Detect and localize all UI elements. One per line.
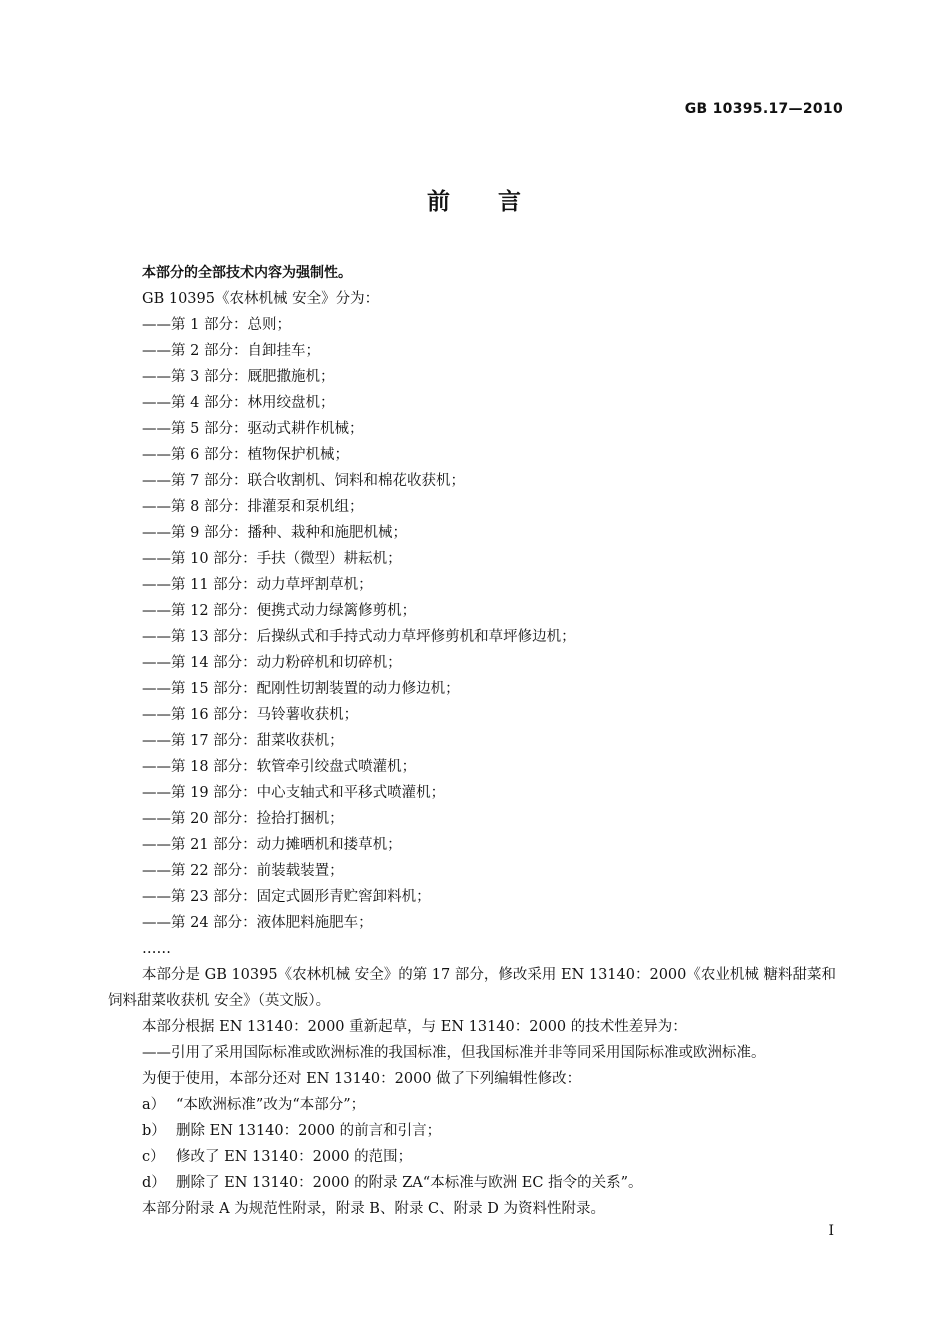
title-char-2: 言	[498, 189, 523, 215]
list-item: ——第 17 部分：甜菜收获机；	[142, 733, 344, 749]
editorial-intro: 为便于使用，本部分还对 EN 13140：2000 做了下列编辑性修改：	[142, 1071, 582, 1087]
redraft-paragraph: 本部分根据 EN 13140：2000 重新起草，与 EN 13140：2000 的技术性差异为：	[142, 1019, 687, 1035]
list-item: ——第 18 部分：软管牵引绞盘式喷灌机；	[142, 759, 417, 775]
list-item: ——第 4 部分：林用绞盘机；	[142, 395, 335, 411]
list-item: ——第 1 部分：总则；	[142, 317, 291, 333]
standard-code: GB 10395.17—2010	[684, 101, 843, 117]
difference-item: ——引用了采用国际标准或欧洲标准的我国标准，但我国标准并非等同采用国际标准或欧洲标准。	[142, 1045, 766, 1061]
list-item	[108, 1144, 848, 1170]
list-item: ——第 10 部分：手扶（微型）耕耘机；	[142, 551, 402, 567]
list-item: ——第 8 部分：排灌泵和泵机组；	[142, 499, 364, 515]
adoption-paragraph: 本部分是 GB 10395《农林机械 安全》的第 17 部分，修改采用 EN 13140：2000《农业机械 糖料甜菜和饲料甜菜收获机 安全》（英文版）。	[108, 967, 836, 1009]
list-item: ——第 3 部分：厩肥撒施机；	[142, 369, 335, 385]
page-title	[0, 183, 950, 216]
list-ellipsis: ……	[142, 941, 171, 957]
item-text: 删除了 EN 13140：2000 的附录 ZA“本标准与欧洲 EC 指令的关系”。	[176, 1175, 643, 1191]
parts-list	[108, 312, 848, 936]
annex-paragraph: 本部分附录 A 为规范性附录，附录 B、附录 C、附录 D 为资料性附录。	[142, 1201, 605, 1217]
item-text: 修改了 EN 13140：2000 的范围；	[176, 1149, 413, 1165]
list-item	[108, 1092, 848, 1118]
list-item: ——第 7 部分：联合收割机、饲料和棉花收获机；	[142, 473, 465, 489]
list-item: ——第 6 部分：植物保护机械；	[142, 447, 349, 463]
list-item: ——第 21 部分：动力摊晒机和搂草机；	[142, 837, 402, 853]
list-item	[108, 1170, 848, 1196]
title-char-1: 前	[427, 189, 452, 215]
list-item: ——第 14 部分：动力粉碎机和切碎机；	[142, 655, 402, 671]
list-item: ——第 11 部分：动力草坪割草机；	[142, 577, 373, 593]
list-item: ——第 13 部分：后操纵式和手持式动力草坪修剪机和草坪修边机；	[142, 629, 576, 645]
list-item: ——第 16 部分：马铃薯收获机；	[142, 707, 359, 723]
item-text: “本欧洲标准”改为“本部分”；	[176, 1097, 366, 1113]
list-item	[108, 1118, 848, 1144]
list-item: ——第 2 部分：自卸挂车；	[142, 343, 320, 359]
series-intro: GB 10395《农林机械 安全》分为：	[142, 291, 380, 307]
item-marker: b）	[142, 1123, 166, 1139]
item-marker: c）	[142, 1149, 165, 1165]
editorial-list	[108, 1092, 848, 1196]
foreword-body	[108, 260, 848, 1222]
list-item: ——第 9 部分：播种、栽种和施肥机械；	[142, 525, 407, 541]
list-item: ——第 23 部分：固定式圆形青贮窖卸料机；	[142, 889, 431, 905]
mandatory-statement: 本部分的全部技术内容为强制性。	[142, 265, 352, 281]
list-item: ——第 19 部分：中心支轴式和平移式喷灌机；	[142, 785, 446, 801]
page-number: I	[828, 1223, 834, 1239]
item-marker: a）	[142, 1097, 166, 1113]
list-item: ——第 20 部分：捡拾打捆机；	[142, 811, 344, 827]
item-marker: d）	[142, 1175, 166, 1191]
list-item: ——第 22 部分：前装载装置；	[142, 863, 344, 879]
list-item: ——第 12 部分：便携式动力绿篱修剪机；	[142, 603, 417, 619]
list-item: ——第 24 部分：液体肥料施肥车；	[142, 915, 373, 931]
item-text: 删除 EN 13140：2000 的前言和引言；	[176, 1123, 442, 1139]
list-item: ——第 5 部分：驱动式耕作机械；	[142, 421, 364, 437]
list-item: ——第 15 部分：配刚性切割装置的动力修边机；	[142, 681, 460, 697]
